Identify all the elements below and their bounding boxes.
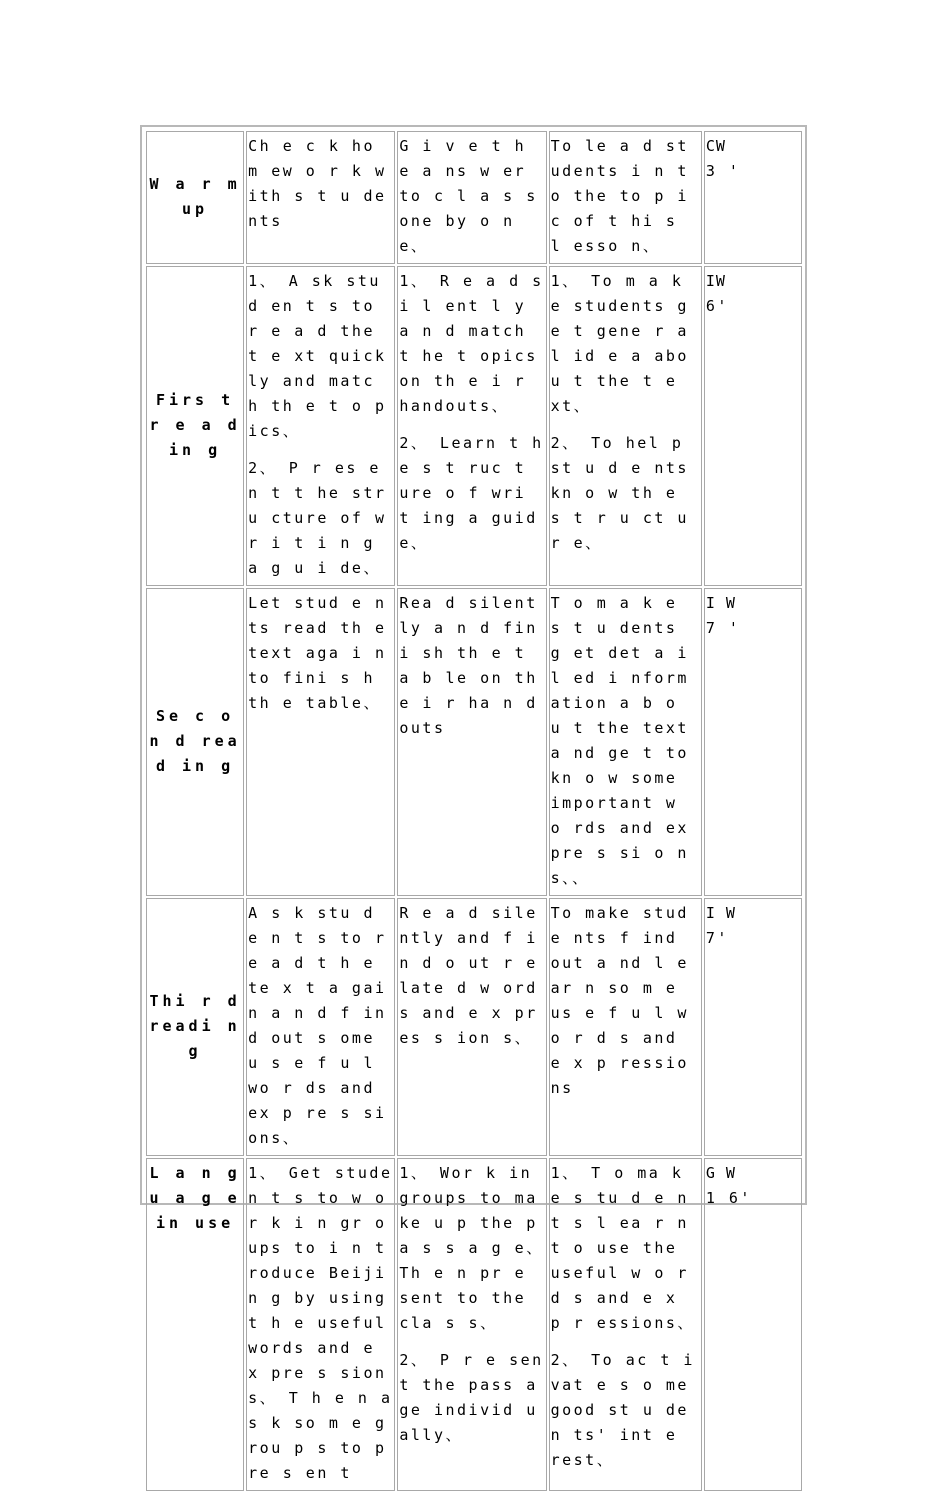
step-cell: Se c o n d rea d in g bbox=[146, 588, 244, 896]
table-row bbox=[146, 898, 802, 1156]
mode-time-cell bbox=[704, 588, 802, 896]
mode-time-cell bbox=[704, 1158, 802, 1491]
teacher-activity-cell bbox=[246, 588, 395, 896]
teacher-activity-cell bbox=[246, 266, 395, 586]
teacher-activity: 1、 Get studen t s to w o r k i n gr o ups to i n t roduce Beiji n g by using t h e useful words and e x pre s sion s、 T h e n a s k so m e g rou p s to pre s en t bbox=[248, 1164, 393, 1482]
interaction-mode: CW bbox=[705, 137, 726, 155]
teacher-activity-cell bbox=[246, 131, 395, 264]
purpose-text: 1、 To m a k e students g e t gene r a l id e a abo u t the t e xt、 bbox=[550, 272, 689, 415]
student-activity: 2、 P r e sen t the pass a ge individ u ally、 bbox=[399, 1351, 544, 1444]
purpose-text: 2、 To hel p st u d e nts kn o w th e s t r u ct u r e、 bbox=[550, 434, 689, 552]
student-activity: Rea d silently a n d fin i sh th e t a b le on the i r ha n douts bbox=[399, 594, 538, 737]
teacher-activity: Let stud e nts read th e text aga i n to fini s h th e table、 bbox=[248, 594, 387, 712]
time-allotment: 1 6' bbox=[705, 1189, 752, 1207]
mode-time-cell bbox=[704, 131, 802, 264]
table-row bbox=[146, 588, 802, 896]
mode-time-cell bbox=[704, 266, 802, 586]
table-row bbox=[146, 131, 802, 264]
teacher-activity-cell bbox=[246, 898, 395, 1156]
student-activity-cell bbox=[397, 898, 546, 1156]
table-row bbox=[146, 1158, 802, 1491]
purpose-cell bbox=[549, 898, 702, 1156]
step-cell: Firs t r e a din g bbox=[146, 266, 244, 586]
teacher-activity: Ch e c k ho m ew o r k with s t u dents bbox=[248, 137, 387, 230]
time-allotment: 7' bbox=[705, 929, 729, 947]
student-activity-cell bbox=[397, 1158, 546, 1491]
teacher-activity-cell bbox=[246, 1158, 395, 1491]
student-activity: 1、 Wor k in groups to make u p the p a s s a g e、 Th e n pr e sent to the cla s s、 bbox=[399, 1164, 544, 1332]
step-cell: W a r m up bbox=[146, 131, 244, 264]
purpose-text: To le a d students i n to the to p i c of t hi s l esso n、 bbox=[550, 137, 689, 255]
purpose-cell bbox=[549, 266, 702, 586]
purpose-cell bbox=[549, 588, 702, 896]
time-allotment: 3 ' bbox=[705, 162, 741, 180]
purpose-text: T o m a k e s t u dents g et det a i l ed i nformation a b o u t the text a nd ge t to kn o w some important w o rds and expre s si o ns、、 bbox=[550, 594, 689, 887]
interaction-mode: I W bbox=[705, 904, 736, 922]
time-allotment: 7 ' bbox=[705, 619, 741, 637]
teacher-activity: 1、 A sk stu d en t s to r e a d the t e xt quickly and matc h th e t o pics、 bbox=[248, 272, 387, 440]
interaction-mode: G W bbox=[705, 1164, 736, 1182]
teacher-activity: 2、 P r es e n t t he str u cture of w r i t i n g a g u i de、 bbox=[248, 459, 387, 577]
lesson-plan-table bbox=[144, 129, 804, 1493]
purpose-text: 1、 T o ma k e s tu d e n t s l ea r n t o use the useful w o r d s and e x p r essions、 bbox=[550, 1164, 695, 1332]
student-activity: G i v e t h e a ns w er to c l a s s one by o n e、 bbox=[399, 137, 538, 255]
student-activity-cell bbox=[397, 131, 546, 264]
table-row bbox=[146, 266, 802, 586]
time-allotment: 6' bbox=[705, 297, 729, 315]
student-activity: R e a d silently and f i n d o ut r e late d w ords and e x pres s ion s、 bbox=[399, 904, 538, 1047]
purpose-text: 2、 To ac t ivat e s o me good st u de n ts' int e rest、 bbox=[550, 1351, 695, 1469]
interaction-mode: I W bbox=[705, 594, 736, 612]
student-activity-cell bbox=[397, 266, 546, 586]
teacher-activity: A s k stu d e n t s to r e a d t h e te x t a gai n a n d f ind out s ome u s e f u l wo r ds and ex p re s sions、 bbox=[248, 904, 387, 1147]
purpose-text: To make stud e nts f ind out a nd l e ar n so m e us e f u l w o r d s and e x p ressions bbox=[550, 904, 689, 1097]
mode-time-cell bbox=[704, 898, 802, 1156]
step-cell: Thi r d readi n g bbox=[146, 898, 244, 1156]
student-activity-cell bbox=[397, 588, 546, 896]
purpose-cell bbox=[549, 131, 702, 264]
purpose-cell bbox=[549, 1158, 702, 1491]
student-activity: 1、 R e a d si l ent l y a n d match t he t opics on th e i r handouts、 bbox=[399, 272, 544, 415]
student-activity: 2、 Learn t h e s t ruc t ure o f wri t ing a guide、 bbox=[399, 434, 544, 552]
step-cell: L a n gu a g e in use bbox=[146, 1158, 244, 1491]
interaction-mode: IW bbox=[705, 272, 726, 290]
